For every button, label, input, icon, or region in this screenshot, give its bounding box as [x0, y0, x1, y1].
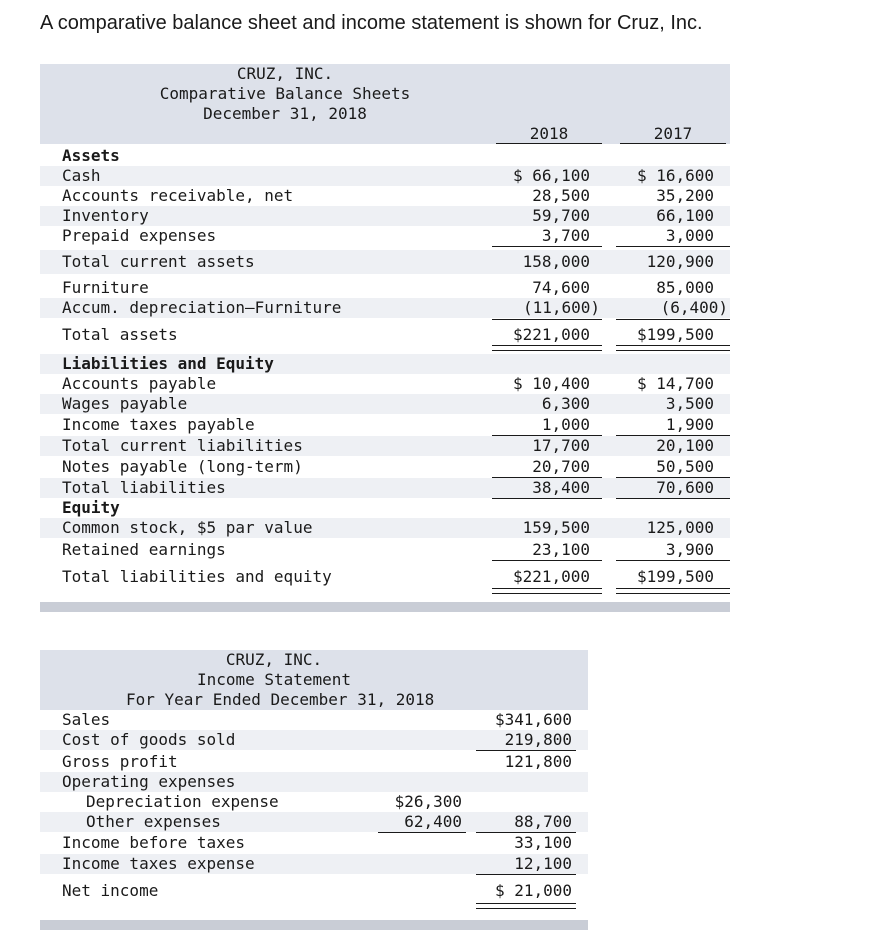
row-label: Total assets: [62, 325, 178, 344]
value-2017: $199,500: [636, 325, 714, 344]
value-2017: 1,900: [665, 415, 714, 434]
value-2017: 66,100: [656, 206, 714, 225]
row-label: Total liabilities and equity: [62, 567, 332, 586]
row-label: Total current liabilities: [62, 436, 303, 455]
value-2018: 1,000: [541, 415, 590, 434]
row-label: Furniture: [62, 278, 149, 297]
total-value: 12,100: [514, 854, 572, 873]
value-2017: 125,000: [646, 518, 714, 537]
value-2018: 6,300: [541, 394, 590, 413]
row-label: Common stock, $5 par value: [62, 518, 313, 537]
liabilities-heading: Liabilities and Equity: [62, 354, 274, 373]
is-period: For Year Ended December 31, 2018: [126, 690, 435, 709]
value-2017: 120,900: [646, 252, 714, 271]
row-label: Inventory: [62, 206, 149, 225]
value-2018: 59,700: [532, 206, 590, 225]
value-2018: 158,000: [522, 252, 590, 271]
value-2017: $199,500: [636, 567, 714, 586]
value-2017: 50,500: [656, 457, 714, 476]
balance-sheet-footer: [40, 602, 730, 612]
row-label: Accum. depreciation—Furniture: [62, 298, 342, 317]
value-2017: (6,400): [660, 298, 728, 317]
row-label: Income taxes expense: [62, 854, 255, 873]
value-2018: 3,700: [541, 226, 590, 245]
row-label: Notes payable (long-term): [62, 457, 303, 476]
row-label: Other expenses: [86, 812, 221, 831]
value-2018: 20,700: [532, 457, 590, 476]
total-value: $ 21,000: [494, 881, 572, 900]
equity-heading: Equity: [62, 498, 120, 517]
total-value: $341,600: [494, 710, 572, 729]
row-label: Income before taxes: [62, 833, 246, 852]
value-2018: $221,000: [512, 325, 590, 344]
value-2018: $ 66,100: [512, 166, 590, 185]
value-2018: 28,500: [532, 186, 590, 205]
income-statement-footer: [40, 920, 588, 930]
sub-value: 62,400: [404, 812, 462, 831]
total-value: 88,700: [514, 812, 572, 831]
value-2017: 3,000: [665, 226, 714, 245]
row-label: Sales: [62, 710, 111, 729]
value-2017: 3,900: [665, 540, 714, 559]
value-2018: 38,400: [532, 478, 590, 497]
col-header-2018: 2018: [529, 124, 569, 143]
row-label: Total current assets: [62, 252, 255, 271]
row-label: Retained earnings: [62, 540, 226, 559]
bs-date: December 31, 2018: [203, 104, 367, 123]
row-label: Wages payable: [62, 394, 188, 413]
value-2017: $ 16,600: [636, 166, 714, 185]
value-2018: 159,500: [522, 518, 590, 537]
value-2018: $ 10,400: [512, 374, 590, 393]
value-2017: 70,600: [656, 478, 714, 497]
col-header-2017: 2017: [653, 124, 693, 143]
value-2017: 3,500: [665, 394, 714, 413]
total-value: 33,100: [514, 833, 572, 852]
value-2017: 85,000: [656, 278, 714, 297]
assets-heading: Assets: [62, 146, 120, 165]
row-label: Accounts receivable, net: [62, 186, 294, 205]
is-title: Income Statement: [196, 670, 352, 689]
row-label: Accounts payable: [62, 374, 217, 393]
row-label: Income taxes payable: [62, 415, 255, 434]
value-2018: (11,600): [522, 298, 600, 317]
is-company: CRUZ, INC.: [225, 650, 323, 669]
row-label: Cost of goods sold: [62, 730, 236, 749]
total-value: 219,800: [504, 730, 572, 749]
value-2017: $ 14,700: [636, 374, 714, 393]
bs-title: Comparative Balance Sheets: [159, 84, 411, 103]
row-label: Total liabilities: [62, 478, 226, 497]
row-label: Cash: [62, 166, 101, 185]
value-2018: 17,700: [532, 436, 590, 455]
row-label: Prepaid expenses: [62, 226, 217, 245]
value-2017: 20,100: [656, 436, 714, 455]
row-label: Net income: [62, 881, 159, 900]
bs-company: CRUZ, INC.: [236, 64, 334, 83]
intro-text: A comparative balance sheet and income statement is shown for Cruz, Inc.: [40, 12, 703, 34]
sub-value: $26,300: [394, 792, 462, 811]
value-2018: 74,600: [532, 278, 590, 297]
row-label: Operating expenses: [62, 772, 236, 791]
total-value: 121,800: [504, 752, 572, 771]
row-label: Gross profit: [62, 752, 178, 771]
value-2017: 35,200: [656, 186, 714, 205]
row-label: Depreciation expense: [86, 792, 279, 811]
value-2018: 23,100: [532, 540, 590, 559]
value-2018: $221,000: [512, 567, 590, 586]
